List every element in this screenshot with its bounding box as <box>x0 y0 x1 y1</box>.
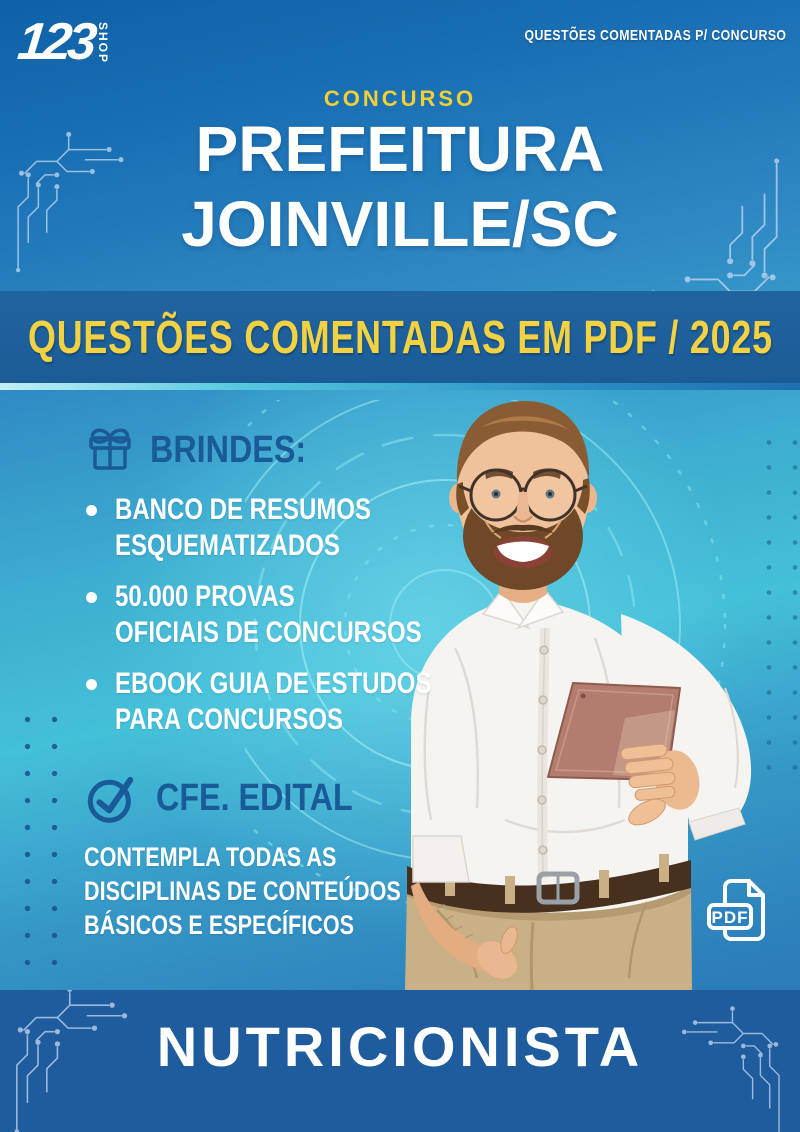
shop-logo-sub: SHOP <box>95 22 110 65</box>
edital-heading <box>84 770 456 826</box>
kicker: CONCURSO <box>323 86 477 111</box>
edital-text <box>84 840 456 942</box>
brindes-section <box>84 424 456 753</box>
pdf-label: PDF <box>711 908 749 927</box>
list-item-line: 50.000 PROVAS <box>115 580 295 613</box>
list-item-line: BANCO DE RESUMOS <box>115 493 372 526</box>
subtitle-banner-text: QUESTÕES COMENTADAS EM PDF / 2025 <box>27 311 773 363</box>
list-item <box>84 492 456 564</box>
list-item <box>84 579 456 651</box>
subtitle-banner <box>0 291 800 383</box>
top-note: QUESTÕES COMENTADAS P/ CONCURSO <box>524 27 786 44</box>
brindes-heading-label: BRINDES: <box>150 428 307 471</box>
pdf-file-icon <box>697 870 777 950</box>
edital-text-line: CONTEMPLA TODAS AS <box>84 842 337 872</box>
edital-text-line: BÁSICOS E ESPECÍFICOS <box>84 910 355 940</box>
shop-logo <box>14 13 110 71</box>
list-item-line: OFICIAIS DE CONCURSOS <box>115 616 422 649</box>
list-item-line: PARA CONCURSOS <box>115 703 344 736</box>
list-item-line: EBOOK GUIA DE ESTUDOS <box>115 667 432 700</box>
list-item-line: ESQUEMATIZADOS <box>115 529 340 562</box>
dot-grid-left <box>14 706 70 972</box>
title-line-1: PREFEITURA <box>195 113 605 185</box>
bullet-dot <box>86 505 97 516</box>
list-item <box>84 666 456 738</box>
brindes-list <box>84 492 456 738</box>
edital-heading-label: CFE. EDITAL <box>156 776 353 819</box>
edital-section <box>84 770 456 942</box>
banner-accent-strip <box>0 383 800 390</box>
check-circle-icon <box>84 770 142 826</box>
gift-icon <box>84 424 136 476</box>
bullet-dot <box>86 592 97 603</box>
brindes-heading <box>84 424 456 476</box>
role-band <box>0 990 800 1132</box>
edital-text-line: DISCIPLINAS DE CONTEÚDOS <box>84 876 401 906</box>
bullet-dot <box>86 679 97 690</box>
role-title: NUTRICIONISTA <box>156 1015 644 1078</box>
shop-logo-number: 123 <box>14 13 96 71</box>
title-line-2: JOINVILLE/SC <box>181 188 619 260</box>
page-title <box>0 112 800 262</box>
